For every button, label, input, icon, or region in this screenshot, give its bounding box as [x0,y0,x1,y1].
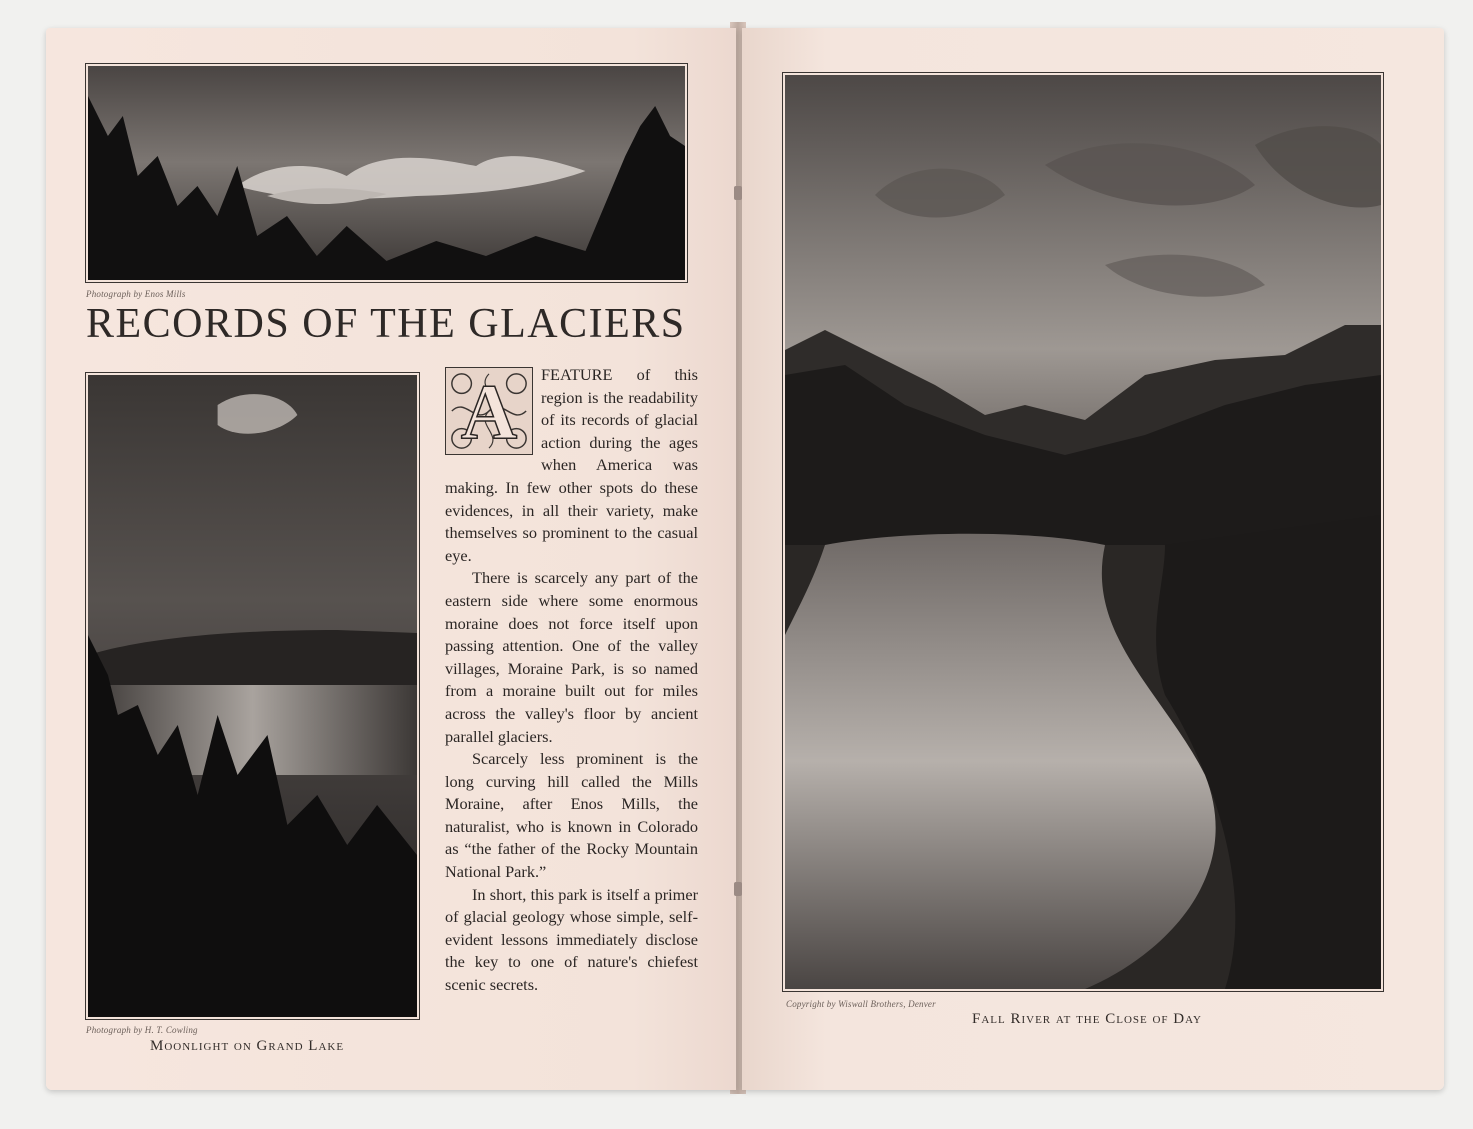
top-photo-credit: Photograph by Enos Mills [86,289,186,299]
fall-river-photo [782,72,1384,992]
lake-photo-caption: Moonlight on Grand Lake [150,1038,345,1054]
page-heading: RECORDS OF THE GLACIERS [86,301,686,347]
paragraph-2: There is scarcely any part of the eastern side where some enormous moraine does not force itself upon passing attention. One of the valley villages, Moraine Park, is so named from a moraine built out for miles across the valley's floor by ancient parallel glaciers. [445,568,698,746]
dropcap-letter: A [460,368,518,455]
moonlight-lake-photo [85,372,420,1020]
paragraph-4: In short, this park is itself a primer of glacial geology whose simple, self-evident lessons immediately disclose the key to one of nature's chiefest scenic secrets. [445,884,698,995]
lake-photo-credit: Photograph by H. T. Cowling [86,1025,198,1035]
river-photo-credit: Copyright by Wiswall Brothers, Denver [786,999,936,1009]
river-photo-caption: Fall River at the Close of Day [972,1011,1202,1027]
paragraph-3: Scarcely less prominent is the long curving hill called the Mills Moraine, after Enos Mills, the naturalist, who is known in Colorado as “the father of the Rocky Mountain National Park.” [445,749,698,882]
paragraph-1 [445,364,698,567]
staple-top [734,186,742,200]
paragraph-1-text: FEATURE of this region is the readability of its records of glacial action during the ages when America was making. In few other spots do these evidences, in all their variety, make themselves so prominent to the casual eye. [445,365,698,565]
article-body [445,364,698,997]
ornamental-dropcap [445,367,533,455]
clouds-sunset-photo [85,63,688,283]
staple-bottom [734,882,742,896]
